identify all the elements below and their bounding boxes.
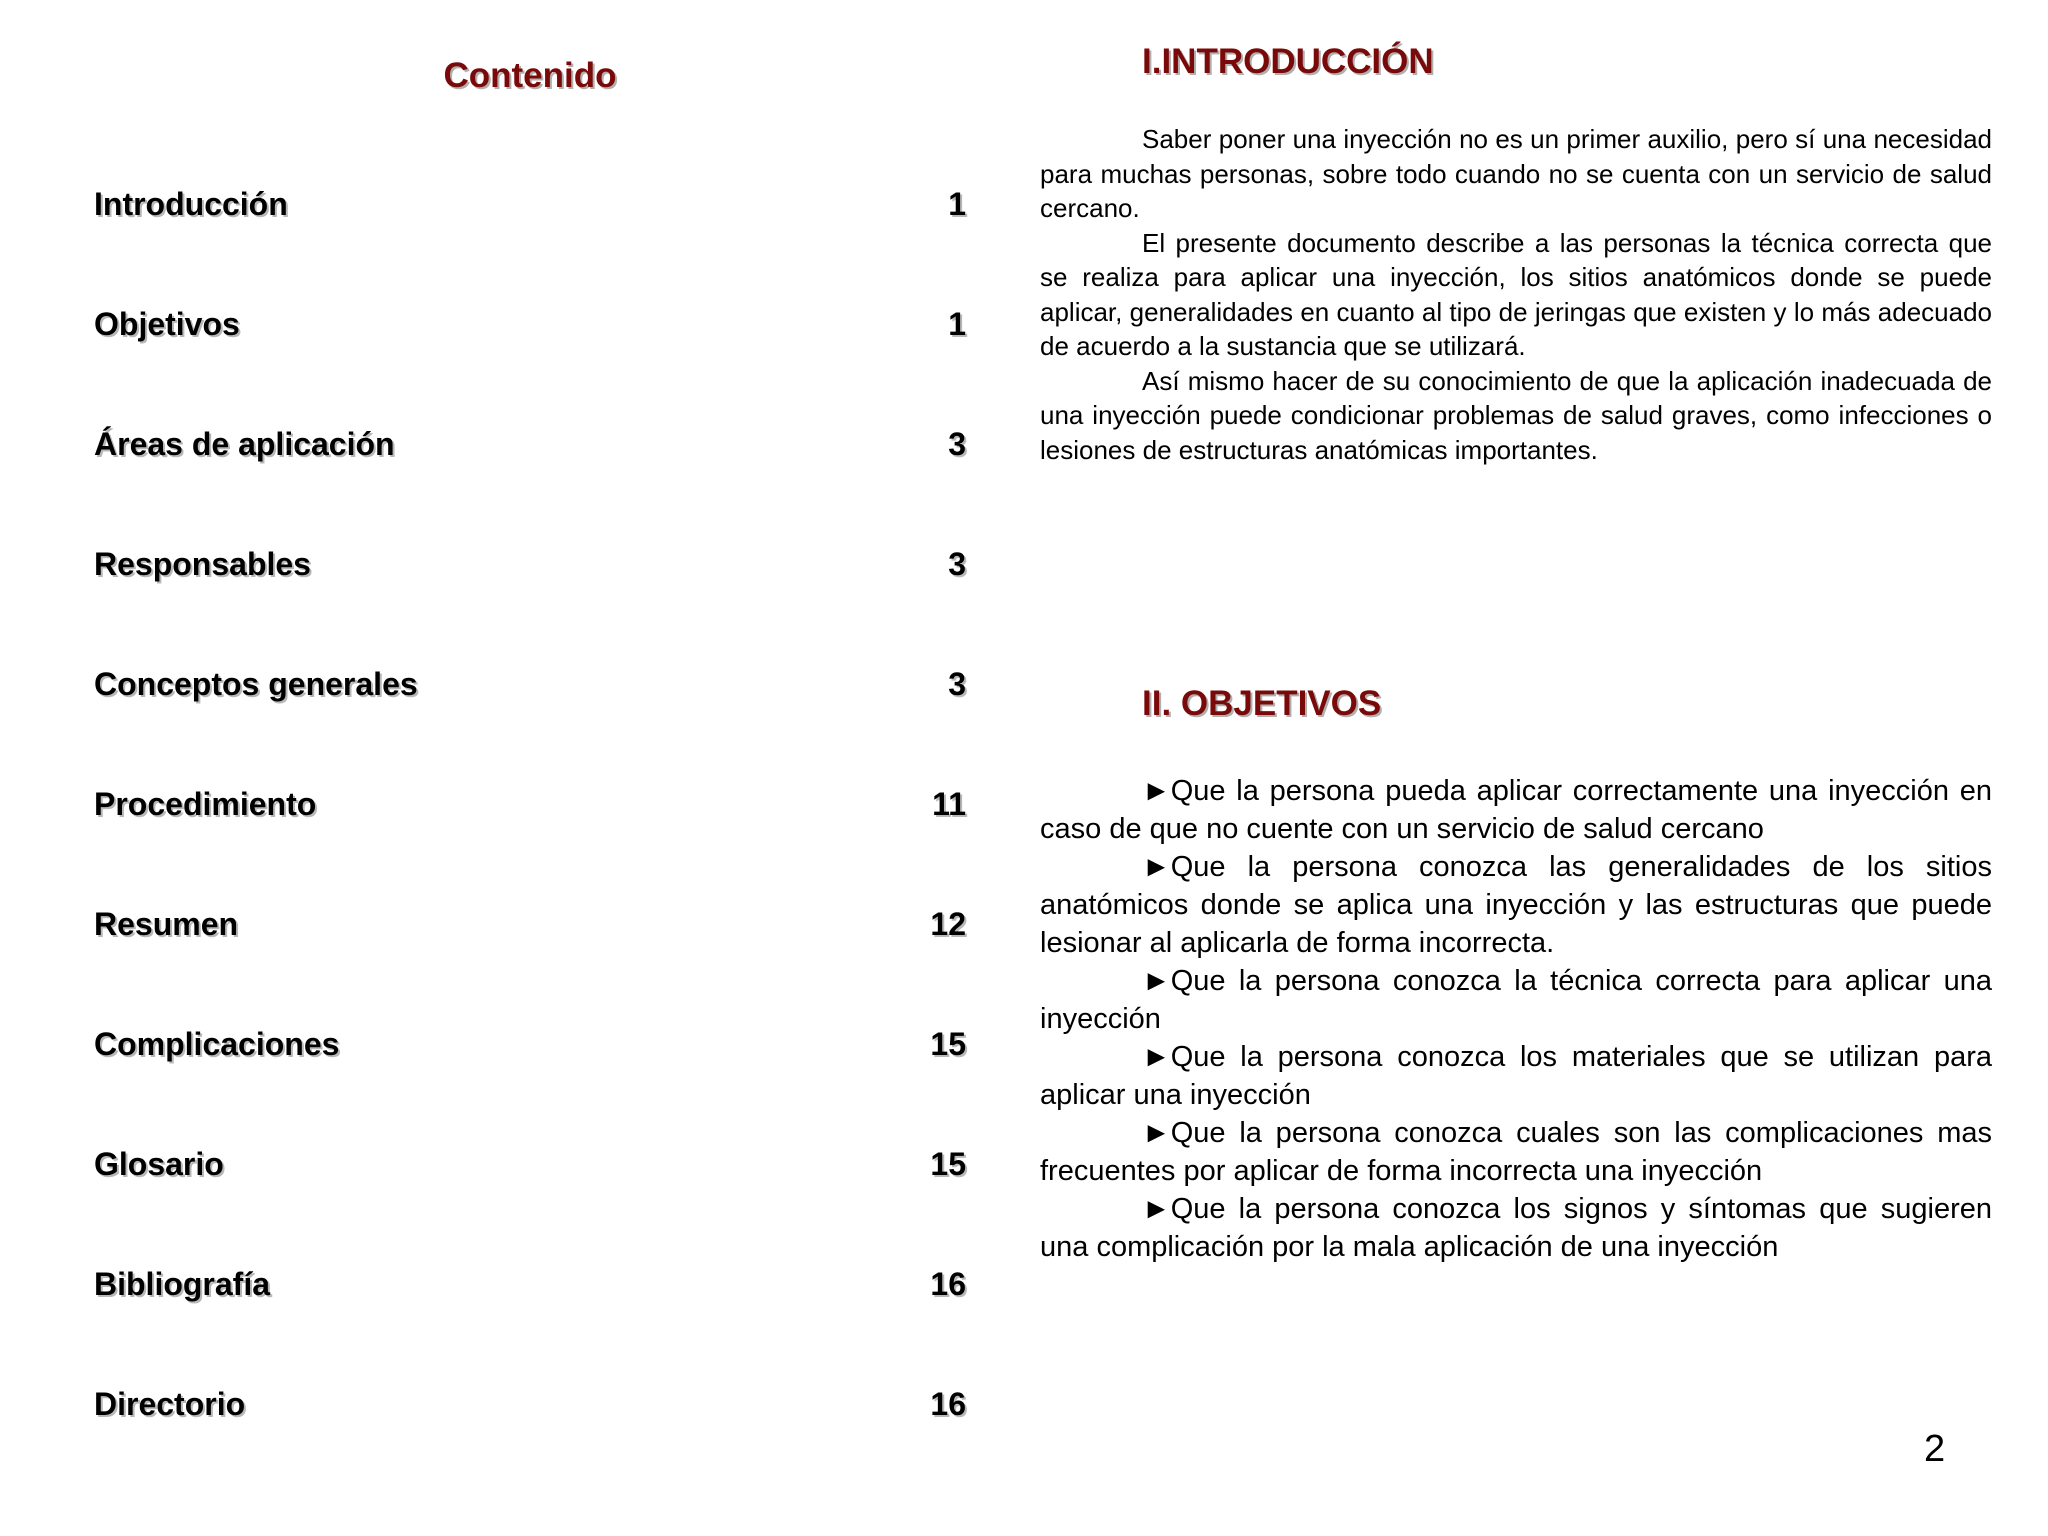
- introduction-paragraph: Saber poner una inyección no es un primer auxilio, pero sí una necesidad para muchas personas, sobre todo cuando no se cuenta con un servicio de salud cercano.: [1040, 124, 1992, 223]
- toc-item-areas: [94, 424, 966, 464]
- toc-item-directorio: [94, 1384, 966, 1424]
- toc-item-label: Conceptos generales: [94, 666, 418, 702]
- toc-item-page: 3: [948, 546, 966, 582]
- toc-item-page: 16: [930, 1266, 966, 1302]
- objective-item: ►Que la persona conozca los materiales que se utilizan para aplicar una inyección: [1040, 1041, 1992, 1111]
- introduction-heading: I.INTRODUCCIÓN: [1142, 42, 1434, 81]
- toc-item-resumen: [94, 904, 966, 944]
- introduction-body: [1040, 122, 1992, 467]
- toc-item-page: 1: [948, 306, 966, 342]
- objective-item: ►Que la persona conozca las generalidades de los sitios anatómicos donde se aplica una inyección y las estructuras que puede lesionar al aplicarla de forma incorrecta.: [1040, 851, 1992, 959]
- introduction-paragraph: Así mismo hacer de su conocimiento de que la aplicación inadecuada de una inyección puede condicionar problemas de salud graves, como infecciones o lesiones de estructuras anatómicas importantes.: [1040, 365, 1992, 465]
- toc-item-introduccion: [94, 184, 966, 224]
- toc-item-label: Áreas de aplicación: [94, 426, 395, 462]
- page-number: 2: [1924, 1428, 1946, 1470]
- objective-item: ►Que la persona conozca cuales son las complicaciones mas frecuentes por aplicar de forma incorrecta una inyección: [1040, 1117, 1992, 1187]
- toc-item-label: Glosario: [94, 1146, 224, 1182]
- toc-item-page: 3: [948, 426, 966, 462]
- table-of-contents: [94, 0, 966, 1536]
- objectives-list: [1040, 772, 1992, 1266]
- toc-item-label: Resumen: [94, 906, 239, 942]
- toc-item-page: 16: [930, 1386, 966, 1422]
- toc-item-bibliografia: [94, 1264, 966, 1304]
- introduction-paragraph: El presente documento describe a las personas la técnica correcta que se realiza para aplicar una inyección, los sitios anatómicos donde se puede aplicar, generalidades en cuanto al tipo de jeringas que existen y lo más adecuado de acuerdo a la sustancia que se utilizará.: [1040, 227, 1992, 361]
- toc-item-complicaciones: [94, 1024, 966, 1064]
- toc-item-page: 11: [932, 786, 966, 822]
- toc-item-page: 1: [948, 186, 966, 222]
- toc-item-label: Complicaciones: [94, 1026, 340, 1062]
- toc-item-label: Introducción: [94, 186, 288, 222]
- objective-item: ►Que la persona conozca la técnica correcta para aplicar una inyección: [1040, 965, 1992, 1035]
- toc-item-page: 12: [930, 906, 966, 942]
- toc-item-procedimiento: [94, 784, 966, 824]
- toc-item-glosario: [94, 1144, 966, 1184]
- toc-item-label: Directorio: [94, 1386, 246, 1422]
- toc-title: Contenido: [443, 56, 617, 95]
- toc-item-label: Responsables: [94, 546, 311, 582]
- toc-item-label: Bibliografía: [94, 1266, 271, 1302]
- toc-item-page: 3: [948, 666, 966, 702]
- toc-item-page: 15: [930, 1146, 966, 1182]
- objectives-heading: II. OBJETIVOS: [1142, 684, 1382, 723]
- toc-item-objetivos: [94, 304, 966, 344]
- toc-item-page: 15: [930, 1026, 966, 1062]
- objective-item: ►Que la persona conozca los signos y síntomas que sugieren una complicación por la mala aplicación de una inyección: [1040, 1193, 1992, 1263]
- toc-item-label: Objetivos: [94, 306, 240, 342]
- content-column: [1040, 0, 1992, 1536]
- toc-item-label: Procedimiento: [94, 786, 317, 822]
- objective-item: ►Que la persona pueda aplicar correctamente una inyección en caso de que no cuente con un servicio de salud cercano: [1040, 775, 1992, 845]
- toc-item-responsables: [94, 544, 966, 584]
- toc-item-conceptos: [94, 664, 966, 704]
